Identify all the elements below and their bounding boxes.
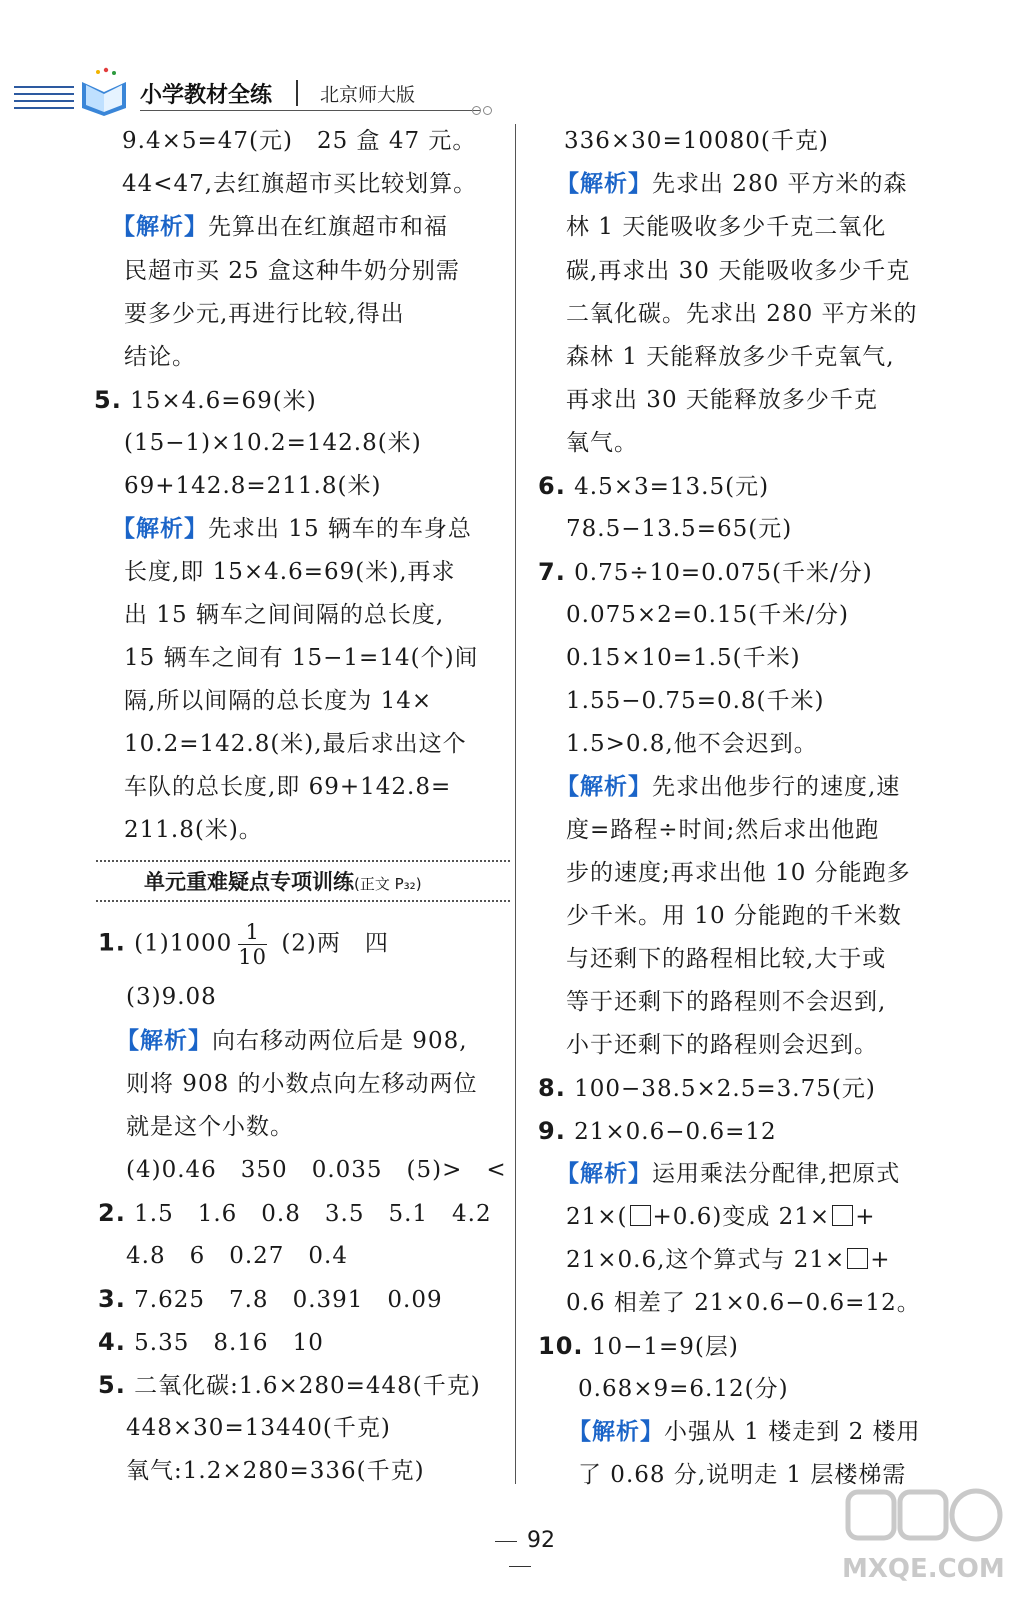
question-number: 5. bbox=[98, 1371, 126, 1399]
blank-box bbox=[832, 1205, 853, 1226]
page-number: 92 bbox=[470, 1528, 570, 1578]
analysis-line: 度=路程÷时间;然后求出他跑 bbox=[566, 817, 880, 843]
analysis-line: 小于还剩下的路程则会迟到。 bbox=[566, 1032, 878, 1058]
watermark bbox=[838, 1484, 1008, 1588]
answer-line: (4)0.46 350 0.035 (5)> < bbox=[126, 1157, 507, 1183]
analysis-line: 氧气。 bbox=[566, 430, 638, 456]
analysis-line: 【解析】先求出他步行的速度,速 bbox=[556, 774, 901, 800]
analysis-line: 0.6 相差了 21×0.6−0.6=12。 bbox=[566, 1290, 921, 1316]
analysis-line: 就是这个小数。 bbox=[126, 1114, 294, 1140]
question-number: 5. bbox=[94, 386, 122, 414]
analysis-line: 步的速度;再求出他 10 分能跑多 bbox=[566, 860, 911, 886]
question-number: 8. bbox=[538, 1074, 566, 1102]
analysis-label: 【解析】 bbox=[112, 516, 208, 542]
question-number: 9. bbox=[538, 1117, 566, 1145]
question-9: 9. 21×0.6−0.6=12 bbox=[538, 1117, 777, 1145]
answer-line: 9.4×5=47(元) 25 盒 47 元。 bbox=[122, 128, 477, 154]
analysis-label: 【解析】 bbox=[568, 1419, 664, 1445]
header-dots bbox=[472, 100, 494, 119]
question-4: 4. 5.35 8.16 10 bbox=[98, 1328, 324, 1356]
blank-box bbox=[847, 1248, 868, 1269]
analysis-line: 长度,即 15×4.6=69(米),再求 bbox=[124, 559, 456, 585]
analysis-line: 二氧化碳。先求出 280 平方米的 bbox=[566, 301, 918, 327]
question-number: 7. bbox=[538, 558, 566, 586]
analysis-line: 【解析】先求出 15 辆车的车身总 bbox=[112, 516, 472, 542]
analysis-line: 则将 908 的小数点向左移动两位 bbox=[126, 1071, 478, 1097]
answer-line: 78.5−13.5=65(元) bbox=[566, 516, 793, 542]
analysis-label: 【解析】 bbox=[556, 774, 652, 800]
column-divider bbox=[515, 124, 516, 1484]
analysis-line: 10.2=142.8(米),最后求出这个 bbox=[124, 731, 467, 757]
question-2: 2. 1.5 1.6 0.8 3.5 5.1 4.2 bbox=[98, 1199, 492, 1227]
analysis-line: 21×( +0.6)变成 21× + bbox=[566, 1204, 876, 1230]
question-7: 7. 0.75÷10=0.075(千米/分) bbox=[538, 558, 873, 586]
answer-line: 0.68×9=6.12(分) bbox=[578, 1376, 789, 1402]
analysis-line: 等于还剩下的路程则不会迟到, bbox=[566, 989, 887, 1015]
question-6: 6. 4.5×3=13.5(元) bbox=[538, 472, 770, 500]
answer-line: 448×30=13440(千克) bbox=[126, 1415, 391, 1441]
analysis-line: 【解析】向右移动两位后是 908, bbox=[116, 1028, 468, 1054]
section-reference: (正文 P₃₂) bbox=[354, 875, 422, 893]
answer-line: 1.5>0.8,他不会迟到。 bbox=[566, 731, 818, 757]
watermark-logo-icon bbox=[838, 1484, 1008, 1554]
analysis-line: 【解析】先算出在红旗超市和福 bbox=[112, 214, 448, 240]
analysis-line: 要多少元,再进行比较,得出 bbox=[124, 301, 405, 327]
section-header bbox=[96, 860, 510, 902]
analysis-label: 【解析】 bbox=[556, 1161, 652, 1187]
answer-line: 氧气:1.2×280=336(千克) bbox=[126, 1458, 425, 1484]
question-number: 10. bbox=[538, 1332, 584, 1360]
watermark-url: MXQE.COM bbox=[842, 1554, 1005, 1584]
answer-line: 4.8 6 0.27 0.4 bbox=[126, 1243, 348, 1269]
book-logo-icon bbox=[76, 66, 132, 116]
book-title: 小学教材全练 bbox=[140, 83, 273, 108]
analysis-line: 民超市买 25 盒这种牛奶分别需 bbox=[124, 258, 460, 284]
analysis-line: 21×0.6,这个算式与 21× + bbox=[566, 1247, 891, 1273]
analysis-line: 少千米。用 10 分能跑的千米数 bbox=[566, 903, 902, 929]
analysis-line: 出 15 辆车之间间隔的总长度, bbox=[124, 602, 445, 628]
question-number: 2. bbox=[98, 1199, 126, 1227]
blank-box bbox=[630, 1205, 651, 1226]
header-separator bbox=[296, 80, 298, 106]
question-number: 1. bbox=[98, 928, 126, 957]
analysis-line: 了 0.68 分,说明走 1 层楼梯需 bbox=[578, 1462, 907, 1488]
question-1: 1. (1)1000 $\frac{1}{10}$ (2)两 四 bbox=[98, 920, 389, 969]
answer-line: 44<47,去红旗超市买比较划算。 bbox=[122, 171, 478, 197]
analysis-line: 车队的总长度,即 69+142.8= bbox=[124, 774, 452, 800]
question-number: 6. bbox=[538, 472, 566, 500]
analysis-line: 结论。 bbox=[124, 344, 196, 370]
analysis-line: 【解析】运用乘法分配律,把原式 bbox=[556, 1161, 901, 1187]
answer-line: (3)9.08 bbox=[126, 984, 217, 1010]
analysis-line: 隔,所以间隔的总长度为 14× bbox=[124, 688, 433, 714]
question-number: 4. bbox=[98, 1328, 126, 1356]
analysis-line: 林 1 天能吸收多少千克二氧化 bbox=[566, 214, 887, 240]
answer-line: (15−1)×10.2=142.8(米) bbox=[124, 430, 422, 456]
analysis-label: 【解析】 bbox=[112, 214, 208, 240]
question-5: 5. 15×4.6=69(米) bbox=[94, 386, 317, 414]
analysis-line: 【解析】小强从 1 楼走到 2 楼用 bbox=[568, 1419, 921, 1445]
analysis-line: 15 辆车之间有 15−1=14(个)间 bbox=[124, 645, 479, 671]
analysis-line: 再求出 30 天能释放多少千克 bbox=[566, 387, 878, 413]
analysis-line: 211.8(米)。 bbox=[124, 817, 263, 843]
analysis-label: 【解析】 bbox=[556, 171, 652, 197]
book-edition: 北京师大版 bbox=[320, 84, 416, 106]
answer-line: 336×30=10080(千克) bbox=[564, 128, 829, 154]
analysis-line: 森林 1 天能释放多少千克氧气, bbox=[566, 344, 895, 370]
answer-line: 0.15×10=1.5(千米) bbox=[566, 645, 801, 671]
header-underline bbox=[140, 110, 480, 111]
analysis-label: 【解析】 bbox=[116, 1028, 212, 1054]
answer-line: 0.075×2=0.15(千米/分) bbox=[566, 602, 849, 628]
page-header bbox=[14, 66, 494, 116]
answer-line: 69+142.8=211.8(米) bbox=[124, 473, 382, 499]
question-5: 5. 二氧化碳:1.6×280=448(千克) bbox=[98, 1371, 481, 1399]
analysis-line: 碳,再求出 30 天能吸收多少千克 bbox=[566, 258, 911, 284]
section-title: 单元重难疑点专项训练(正文 P₃₂) bbox=[144, 870, 422, 894]
question-8: 8. 100−38.5×2.5=3.75(元) bbox=[538, 1074, 876, 1102]
question-number: 3. bbox=[98, 1285, 126, 1313]
fraction: $\frac{1}{10}$ bbox=[238, 920, 267, 969]
question-3: 3. 7.625 7.8 0.391 0.09 bbox=[98, 1285, 443, 1313]
question-10: 10. 10−1=9(层) bbox=[538, 1332, 739, 1360]
analysis-line: 【解析】先求出 280 平方米的森 bbox=[556, 171, 908, 197]
answer-line: 1.55−0.75=0.8(千米) bbox=[566, 688, 825, 714]
header-decoration-lines bbox=[14, 86, 74, 114]
analysis-line: 与还剩下的路程相比较,大于或 bbox=[566, 946, 887, 972]
